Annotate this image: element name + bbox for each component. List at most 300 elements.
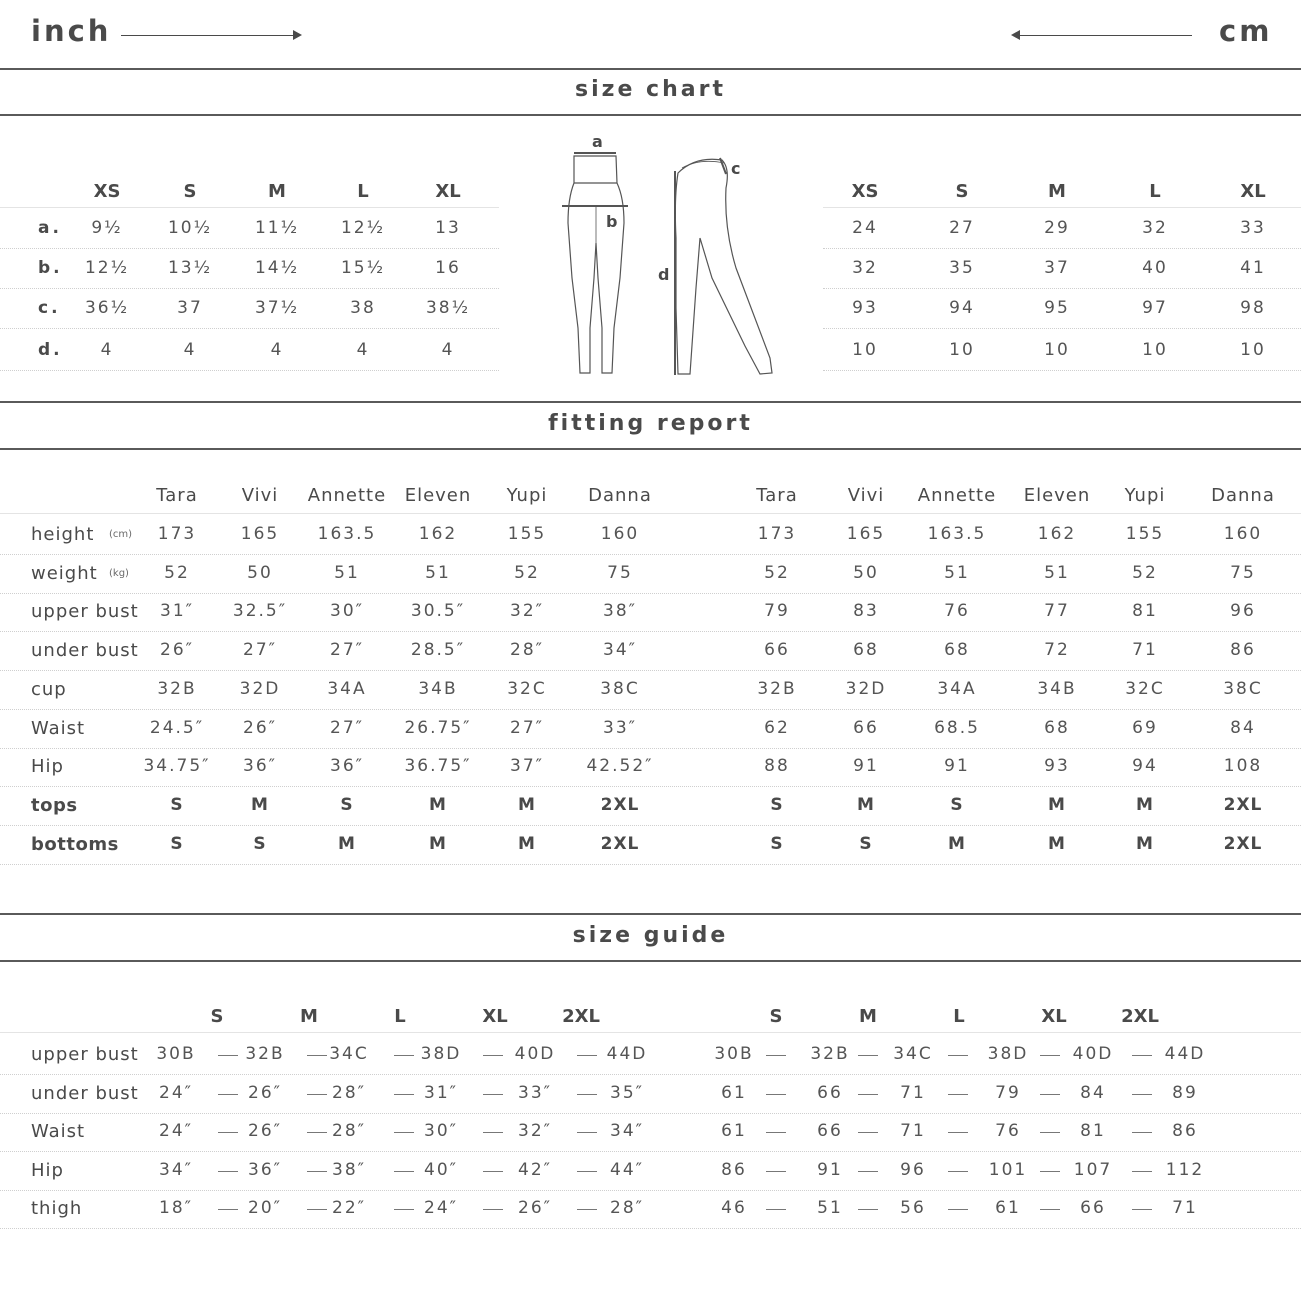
size-value: 37½ [254, 298, 300, 318]
guide-value-inch: 18″ [159, 1198, 193, 1218]
guide-value-inch: 36″ [248, 1160, 282, 1180]
row-divider [0, 370, 499, 371]
range-dash [1040, 1171, 1060, 1172]
fitting-value-cm: S [950, 795, 964, 815]
row-divider [0, 207, 499, 208]
guide-value-inch: 33″ [518, 1083, 552, 1103]
fitting-value-cm: 50 [853, 563, 879, 583]
fitting-value-inch: 30″ [330, 601, 364, 621]
fitting-value-cm: 81 [1132, 601, 1158, 621]
size-header: 2XL [562, 1006, 600, 1027]
range-dash [1040, 1132, 1060, 1133]
range-dash [766, 1132, 786, 1133]
range-dash [1132, 1209, 1152, 1210]
range-dash [1132, 1094, 1152, 1095]
size-value: 4 [100, 340, 114, 360]
size-value: 13 [435, 218, 461, 238]
fitting-value-cm: M [857, 795, 875, 815]
fitting-value-cm: 62 [764, 718, 790, 738]
row-divider [0, 670, 1301, 671]
size-value: 93 [852, 298, 878, 318]
size-header: XL [1041, 1006, 1067, 1027]
size-value: 36½ [84, 298, 130, 318]
range-dash [1132, 1171, 1152, 1172]
fitting-value-inch: 28″ [510, 640, 544, 660]
size-value: 37 [1044, 258, 1070, 278]
size-value: 14½ [254, 258, 300, 278]
fitting-value-cm: 68 [853, 640, 879, 660]
guide-value-cm: 96 [900, 1160, 926, 1180]
guide-value-cm: 66 [817, 1083, 843, 1103]
range-dash [218, 1171, 238, 1172]
range-dash [218, 1055, 238, 1056]
size-header: L [394, 1006, 406, 1027]
model-name: Yupi [1124, 485, 1166, 506]
fitting-value-inch: 34A [327, 679, 367, 699]
range-dash [1040, 1094, 1060, 1095]
guide-value-cm: 30B [714, 1044, 754, 1064]
fitting-value-cm: 162 [1037, 524, 1077, 544]
fitting-value-cm: 155 [1125, 524, 1165, 544]
guide-value-cm: 86 [721, 1160, 747, 1180]
model-name: Danna [1211, 485, 1275, 506]
fitting-value-inch: M [338, 834, 356, 854]
range-dash [858, 1094, 878, 1095]
size-value: 41 [1240, 258, 1266, 278]
guide-value-inch: 34″ [610, 1121, 644, 1141]
guide-value-inch: 32B [245, 1044, 285, 1064]
fitting-value-inch: 36″ [330, 756, 364, 776]
guide-value-cm: 76 [995, 1121, 1021, 1141]
size-value: 15½ [340, 258, 386, 278]
range-dash [948, 1055, 968, 1056]
diagram-label-b: b [606, 212, 618, 231]
range-dash [218, 1209, 238, 1210]
fitting-value-cm: 2XL [1223, 795, 1263, 815]
size-value: 29 [1044, 218, 1070, 238]
inch-unit-label: inch [31, 14, 112, 48]
row-label: tops [31, 795, 78, 816]
size-header: XS [851, 181, 879, 202]
guide-value-cm: 38D [987, 1044, 1029, 1064]
fitting-value-inch: 38C [600, 679, 640, 699]
model-name: Tara [756, 485, 798, 506]
unit-label: (kg) [109, 568, 129, 579]
row-label: b. [38, 258, 63, 278]
fitting-value-cm: 38C [1223, 679, 1263, 699]
row-label: cup [31, 679, 67, 700]
guide-value-cm: 40D [1072, 1044, 1114, 1064]
fitting-value-cm: 91 [853, 756, 879, 776]
fitting-value-inch: 165 [240, 524, 280, 544]
fitting-value-cm: 52 [764, 563, 790, 583]
row-label: under bust [31, 1083, 139, 1104]
size-header: XL [435, 181, 461, 202]
guide-value-cm: 71 [900, 1121, 926, 1141]
range-dash [394, 1094, 414, 1095]
fitting-value-inch: 52 [164, 563, 190, 583]
fitting-value-cm: 71 [1132, 640, 1158, 660]
size-header: M [300, 1006, 318, 1027]
fitting-value-inch: 36.75″ [404, 756, 472, 776]
guide-value-inch: 28″ [610, 1198, 644, 1218]
fitting-value-cm: M [1136, 834, 1154, 854]
fitting-value-inch: 34″ [603, 640, 637, 660]
size-value: 32 [1142, 218, 1168, 238]
range-dash [1040, 1055, 1060, 1056]
fitting-value-cm: 86 [1230, 640, 1256, 660]
range-dash [307, 1055, 327, 1056]
diagram-label-a: a [592, 132, 603, 151]
fitting-value-inch: 27″ [330, 640, 364, 660]
size-header: 2XL [1121, 1006, 1159, 1027]
guide-value-cm: 89 [1172, 1083, 1198, 1103]
guide-value-inch: 28″ [332, 1083, 366, 1103]
fitting-value-inch: 173 [157, 524, 197, 544]
row-divider [0, 786, 1301, 787]
range-dash [1132, 1132, 1152, 1133]
fitting-value-inch: 51 [425, 563, 451, 583]
fitting-value-cm: 76 [944, 601, 970, 621]
size-value: 13½ [167, 258, 213, 278]
fitting-value-cm: 34B [1037, 679, 1077, 699]
fitting-value-cm: M [948, 834, 966, 854]
leggings-measurement-diagram [540, 128, 790, 383]
size-value: 35 [949, 258, 975, 278]
guide-value-cm: 84 [1080, 1083, 1106, 1103]
guide-value-inch: 38″ [332, 1160, 366, 1180]
size-header: L [1149, 181, 1161, 202]
fitting-value-cm: 173 [757, 524, 797, 544]
size-value: 4 [441, 340, 455, 360]
guide-value-inch: 20″ [248, 1198, 282, 1218]
row-divider [0, 328, 499, 329]
size-value: 33 [1240, 218, 1266, 238]
range-dash [307, 1094, 327, 1095]
fitting-value-inch: 36″ [243, 756, 277, 776]
fitting-value-inch: 32″ [510, 601, 544, 621]
range-dash [858, 1055, 878, 1056]
fitting-value-inch: 52 [514, 563, 540, 583]
range-dash [948, 1171, 968, 1172]
size-value: 11½ [254, 218, 300, 238]
fitting-value-inch: 32.5″ [232, 601, 288, 621]
fitting-value-inch: 50 [247, 563, 273, 583]
row-label: height [31, 524, 95, 545]
row-divider [823, 248, 1301, 249]
row-divider [0, 709, 1301, 710]
guide-value-cm: 112 [1165, 1160, 1205, 1180]
model-name: Vivi [241, 485, 279, 506]
fitting-value-inch: 27″ [243, 640, 277, 660]
model-name: Danna [588, 485, 652, 506]
fitting-value-cm: 75 [1230, 563, 1256, 583]
fitting-value-inch: 155 [507, 524, 547, 544]
guide-value-inch: 42″ [518, 1160, 552, 1180]
guide-value-cm: 51 [817, 1198, 843, 1218]
fitting-value-inch: 32D [239, 679, 281, 699]
fitting-value-inch: 51 [334, 563, 360, 583]
fitting-value-inch: M [429, 795, 447, 815]
fitting-value-inch: 75 [607, 563, 633, 583]
guide-value-cm: 61 [721, 1121, 747, 1141]
fitting-value-cm: M [1048, 834, 1066, 854]
range-dash [483, 1132, 503, 1133]
row-divider [0, 1113, 1301, 1114]
fitting-value-cm: 68.5 [934, 718, 980, 738]
fitting-value-cm: S [770, 834, 784, 854]
guide-value-inch: 24″ [424, 1198, 458, 1218]
guide-value-inch: 44D [606, 1044, 648, 1064]
size-header: S [183, 181, 197, 202]
size-header: M [268, 181, 286, 202]
cm-unit-label: cm [1219, 14, 1273, 48]
model-name: Annette [917, 485, 997, 506]
size-chart-title: size chart [575, 77, 726, 102]
fitting-value-cm: 51 [1044, 563, 1070, 583]
range-dash [394, 1055, 414, 1056]
right-arrow-line [121, 35, 293, 36]
fitting-value-inch: S [253, 834, 267, 854]
range-dash [858, 1171, 878, 1172]
fitting-value-cm: 160 [1223, 524, 1263, 544]
fitting-value-cm: 72 [1044, 640, 1070, 660]
fitting-value-inch: 32C [507, 679, 547, 699]
size-header: S [769, 1006, 783, 1027]
guide-value-inch: 31″ [424, 1083, 458, 1103]
guide-value-inch: 40D [514, 1044, 556, 1064]
guide-value-inch: 34″ [159, 1160, 193, 1180]
range-dash [1040, 1209, 1060, 1210]
fitting-value-cm: 52 [1132, 563, 1158, 583]
guide-value-cm: 71 [900, 1083, 926, 1103]
size-header: L [357, 181, 369, 202]
size-value: 10 [1142, 340, 1168, 360]
range-dash [307, 1132, 327, 1133]
guide-value-cm: 86 [1172, 1121, 1198, 1141]
guide-value-cm: 101 [988, 1160, 1028, 1180]
row-divider [0, 825, 1301, 826]
fitting-value-inch: 33″ [603, 718, 637, 738]
range-dash [483, 1055, 503, 1056]
size-value: 38½ [425, 298, 471, 318]
range-dash [577, 1209, 597, 1210]
size-value: 4 [183, 340, 197, 360]
diagram-label-c: c [731, 159, 741, 178]
fitting-value-inch: S [170, 795, 184, 815]
guide-value-cm: 32B [810, 1044, 850, 1064]
fitting-value-cm: 51 [944, 563, 970, 583]
row-divider [823, 370, 1301, 371]
range-dash [483, 1171, 503, 1172]
fitting-value-inch: 162 [418, 524, 458, 544]
unit-label: (cm) [109, 529, 133, 540]
guide-value-cm: 34C [893, 1044, 933, 1064]
range-dash [858, 1209, 878, 1210]
fitting-value-cm: 163.5 [927, 524, 987, 544]
range-dash [483, 1209, 503, 1210]
range-dash [948, 1132, 968, 1133]
fitting-value-cm: 91 [944, 756, 970, 776]
range-dash [577, 1094, 597, 1095]
fitting-value-cm: 77 [1044, 601, 1070, 621]
left-arrow-line [1020, 35, 1192, 36]
range-dash [766, 1055, 786, 1056]
size-value: 12½ [84, 258, 130, 278]
guide-value-cm: 61 [995, 1198, 1021, 1218]
range-dash [577, 1132, 597, 1133]
guide-value-cm: 91 [817, 1160, 843, 1180]
size-header: S [210, 1006, 224, 1027]
row-divider [0, 1074, 1301, 1075]
row-divider [0, 1151, 1301, 1152]
fitting-value-cm: 93 [1044, 756, 1070, 776]
fitting-value-cm: 79 [764, 601, 790, 621]
size-value: 94 [949, 298, 975, 318]
row-label: d. [38, 340, 63, 360]
range-dash [394, 1209, 414, 1210]
row-label: Hip [31, 756, 64, 777]
size-header: S [955, 181, 969, 202]
size-header: XL [482, 1006, 508, 1027]
row-divider [0, 748, 1301, 749]
fitting-value-cm: 84 [1230, 718, 1256, 738]
size-value: 9½ [91, 218, 123, 238]
leggings-front-view [562, 153, 628, 373]
fitting-value-cm: 96 [1230, 601, 1256, 621]
fitting-report-title: fitting report [548, 411, 753, 436]
row-label: upper bust [31, 601, 139, 622]
fitting-value-inch: M [518, 795, 536, 815]
leggings-side-view [675, 158, 772, 375]
guide-value-inch: 26″ [518, 1198, 552, 1218]
size-value: 12½ [340, 218, 386, 238]
row-label: a. [38, 218, 62, 238]
fitting-value-inch: 31″ [160, 601, 194, 621]
range-dash [948, 1094, 968, 1095]
fitting-value-cm: 68 [944, 640, 970, 660]
size-guide-title: size guide [572, 923, 729, 948]
guide-value-cm: 107 [1073, 1160, 1113, 1180]
fitting-value-inch: 2XL [600, 834, 640, 854]
fitting-value-cm: 32C [1125, 679, 1165, 699]
row-divider [0, 248, 499, 249]
guide-value-cm: 79 [995, 1083, 1021, 1103]
size-value: 37 [177, 298, 203, 318]
row-divider [823, 207, 1301, 208]
fitting-value-inch: 163.5 [317, 524, 377, 544]
row-divider [0, 631, 1301, 632]
size-value: 27 [949, 218, 975, 238]
range-dash [766, 1171, 786, 1172]
size-header: L [953, 1006, 965, 1027]
diagram-label-d: d [658, 265, 670, 284]
row-divider [0, 1190, 1301, 1191]
model-name: Annette [307, 485, 387, 506]
fitting-value-inch: 34.75″ [143, 756, 211, 776]
fitting-value-cm: 94 [1132, 756, 1158, 776]
fitting-value-cm: 83 [853, 601, 879, 621]
fitting-value-inch: 27″ [510, 718, 544, 738]
fitting-value-cm: 32D [845, 679, 887, 699]
fitting-value-inch: 2XL [600, 795, 640, 815]
row-divider [0, 554, 1301, 555]
range-dash [307, 1171, 327, 1172]
range-dash [577, 1055, 597, 1056]
fitting-value-cm: 66 [853, 718, 879, 738]
guide-value-inch: 24″ [159, 1121, 193, 1141]
range-dash [394, 1132, 414, 1133]
size-value: 10 [1044, 340, 1070, 360]
row-label: Waist [31, 718, 86, 739]
row-divider [823, 328, 1301, 329]
row-label: Hip [31, 1160, 64, 1181]
range-dash [218, 1094, 238, 1095]
fitting-value-inch: 26.75″ [404, 718, 472, 738]
row-label: thigh [31, 1198, 83, 1219]
range-dash [483, 1094, 503, 1095]
guide-value-inch: 24″ [159, 1083, 193, 1103]
left-arrow-icon [1011, 30, 1020, 40]
fitting-value-inch: M [429, 834, 447, 854]
model-name: Eleven [404, 485, 472, 506]
fitting-value-cm: 69 [1132, 718, 1158, 738]
row-label: bottoms [31, 834, 119, 855]
guide-value-inch: 44″ [610, 1160, 644, 1180]
range-dash [766, 1209, 786, 1210]
size-value: 4 [270, 340, 284, 360]
guide-value-cm: 61 [721, 1083, 747, 1103]
guide-value-cm: 81 [1080, 1121, 1106, 1141]
size-value: 24 [852, 218, 878, 238]
guide-value-inch: 26″ [248, 1083, 282, 1103]
size-header: XS [93, 181, 121, 202]
fitting-value-inch: 38″ [603, 601, 637, 621]
guide-value-inch: 35″ [610, 1083, 644, 1103]
range-dash [394, 1171, 414, 1172]
size-value: 4 [356, 340, 370, 360]
fitting-value-cm: M [1136, 795, 1154, 815]
size-value: 16 [435, 258, 461, 278]
fitting-value-inch: S [170, 834, 184, 854]
fitting-value-inch: M [251, 795, 269, 815]
guide-value-cm: 71 [1172, 1198, 1198, 1218]
size-value: 10 [1240, 340, 1266, 360]
row-label: c. [38, 298, 61, 318]
fitting-value-inch: 24.5″ [149, 718, 205, 738]
row-divider [823, 288, 1301, 289]
size-value: 40 [1142, 258, 1168, 278]
model-name: Yupi [506, 485, 548, 506]
row-label: weight [31, 563, 98, 584]
guide-value-inch: 30B [156, 1044, 196, 1064]
fitting-value-inch: S [340, 795, 354, 815]
size-value: 10 [949, 340, 975, 360]
guide-value-inch: 34C [329, 1044, 369, 1064]
row-divider [0, 593, 1301, 594]
fitting-value-cm: 34A [937, 679, 977, 699]
fitting-value-cm: 165 [846, 524, 886, 544]
size-value: 97 [1142, 298, 1168, 318]
right-arrow-icon [293, 30, 302, 40]
fitting-value-inch: 37″ [510, 756, 544, 776]
fitting-value-cm: 32B [757, 679, 797, 699]
model-name: Tara [156, 485, 198, 506]
fitting-value-inch: 26″ [243, 718, 277, 738]
row-divider [0, 513, 1301, 514]
range-dash [948, 1209, 968, 1210]
row-divider [0, 288, 499, 289]
